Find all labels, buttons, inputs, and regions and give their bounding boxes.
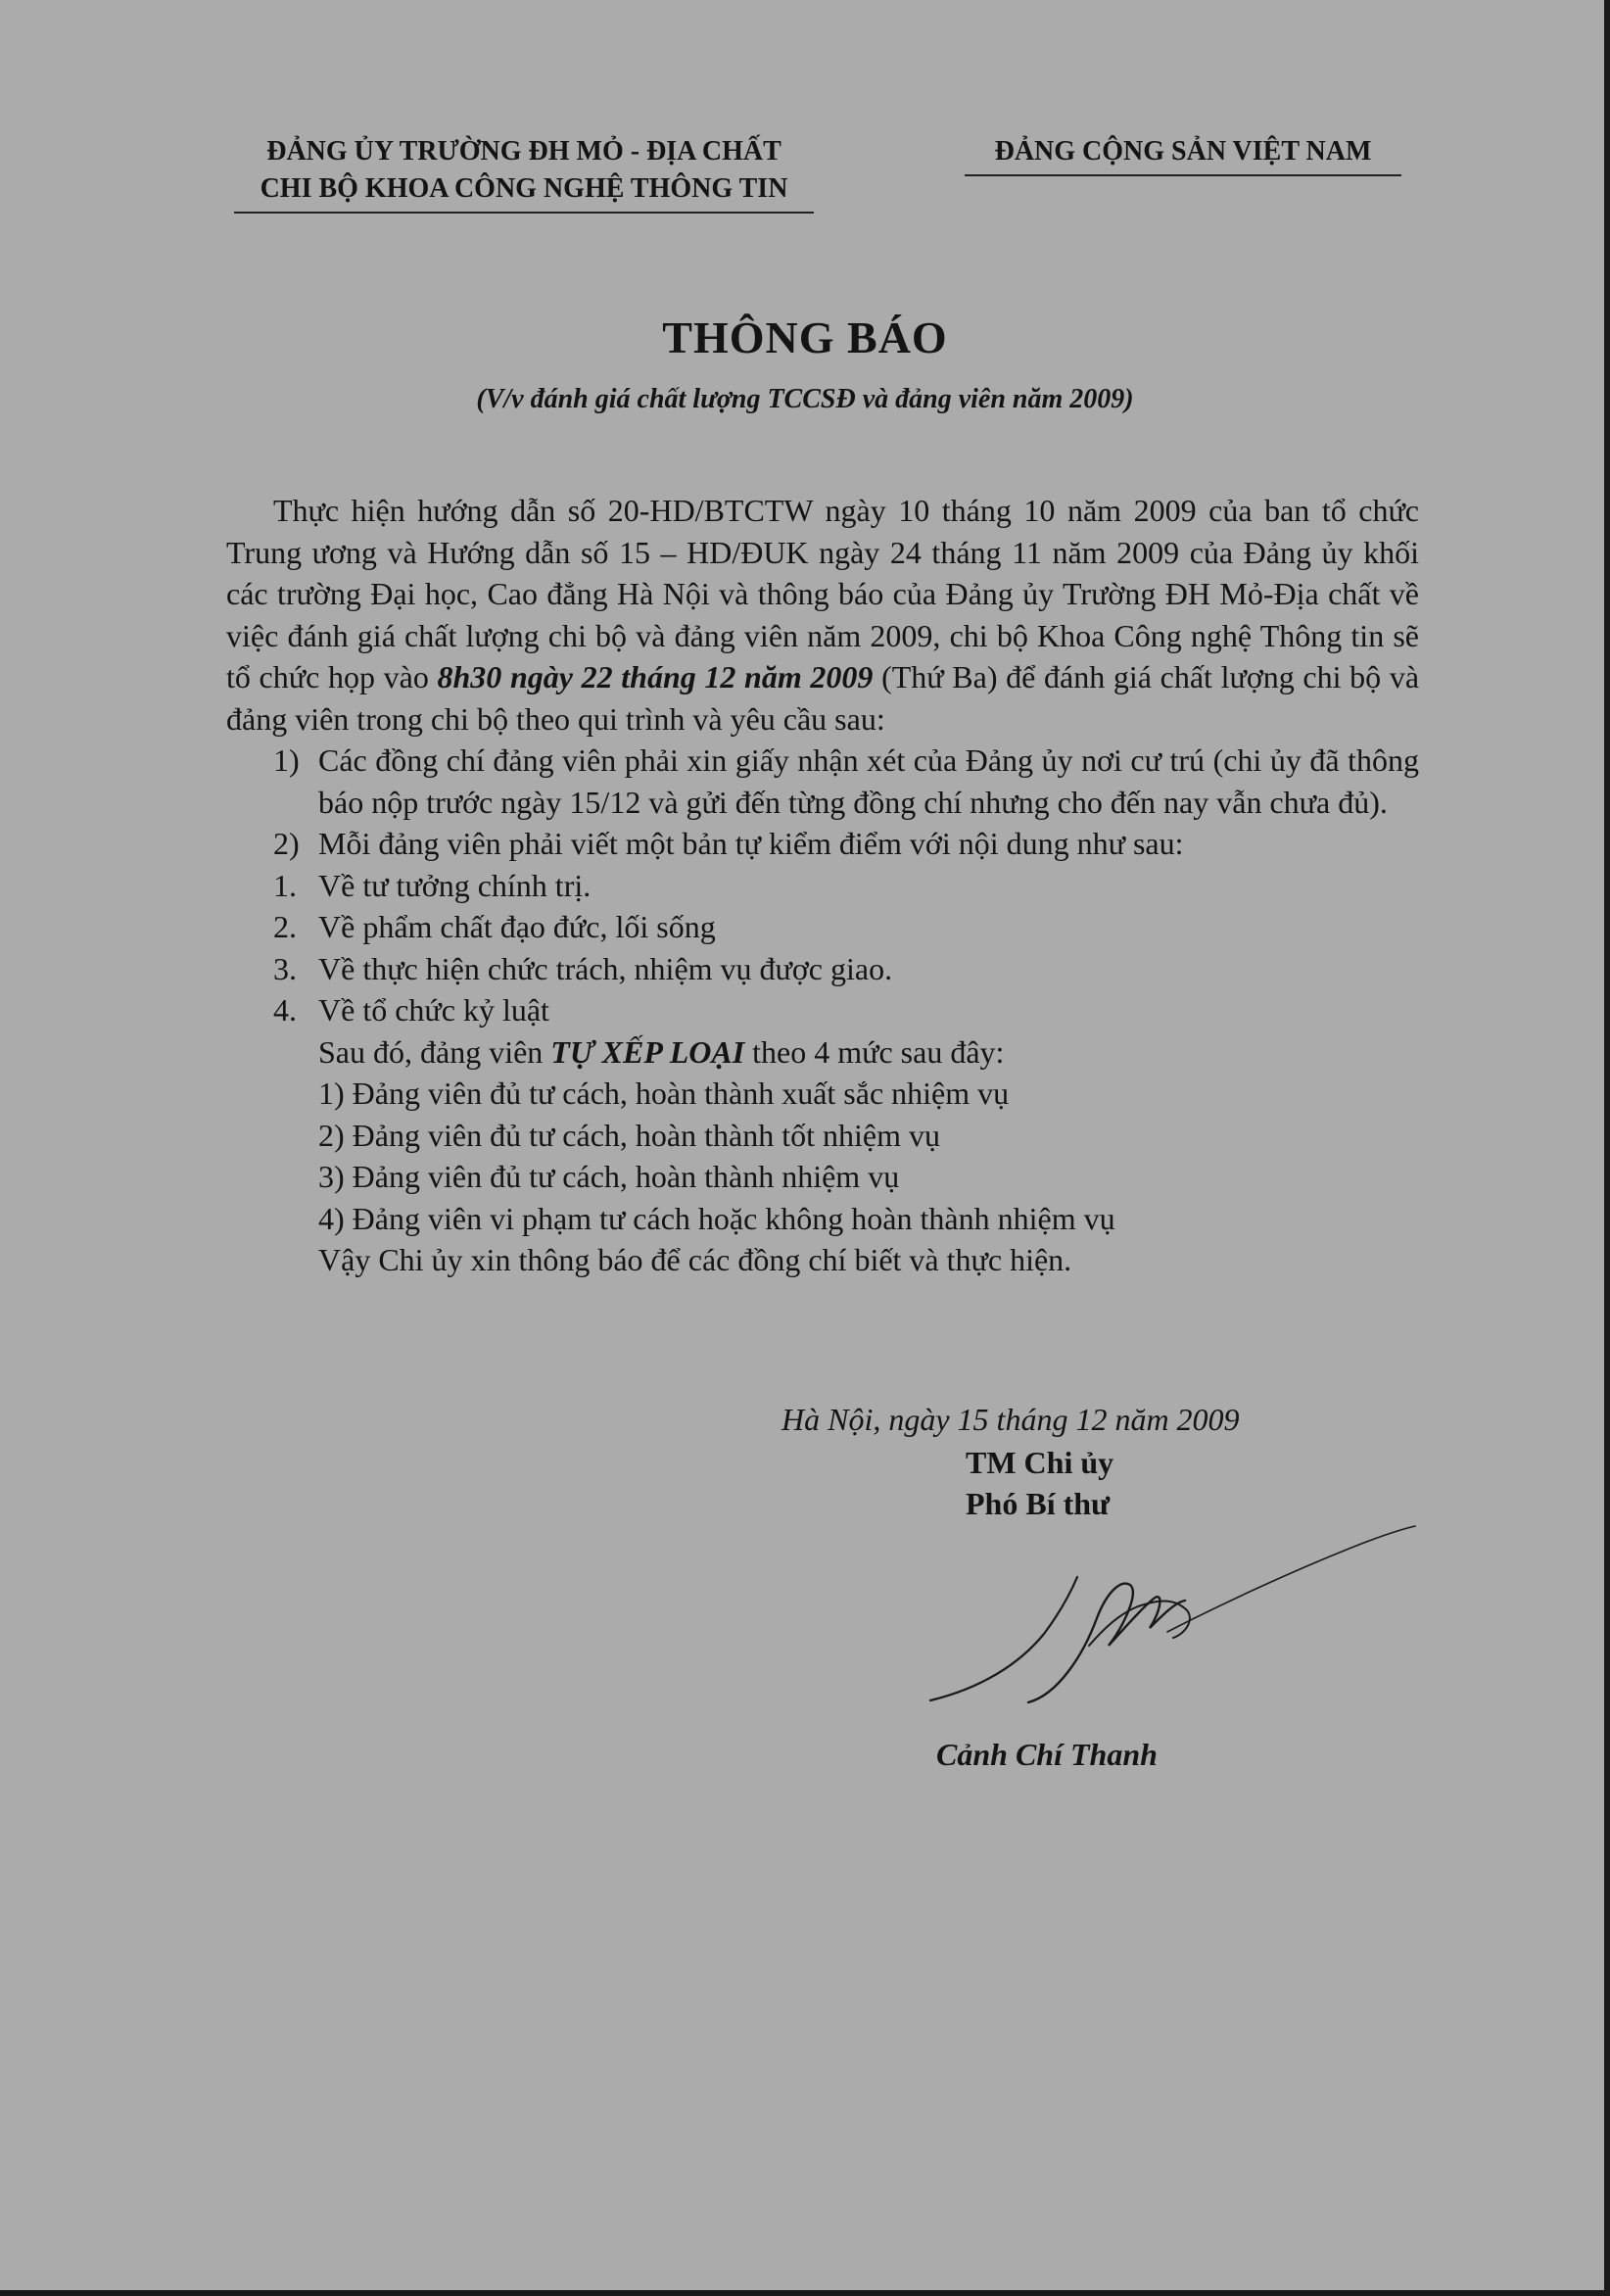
classification-level: 2) Đảng viên đủ tư cách, hoàn thành tốt nhiệm vụ <box>318 1117 940 1153</box>
classification-intro-after: theo 4 mức sau đây: <box>744 1033 1005 1070</box>
self-classification-emphasis: TỰ XẾP LOẠI <box>550 1033 745 1070</box>
content-number: 2. <box>273 909 297 944</box>
content-number: 4. <box>273 992 297 1028</box>
classification-intro-before: Sau đó, đảng viên <box>318 1033 551 1070</box>
content-text: Về tư tưởng chính trị. <box>318 867 592 903</box>
requirement-text: Các đồng chí đảng viên phải xin giấy nhận xét của Đảng ủy nơi cư trú (chi ủy đã thông báo nộp trước ngày 15/12 và gửi đến từng đồng chí nhưng cho đến nay vẫn chưa đủ). <box>318 742 1419 820</box>
issuing-organization-header <box>221 133 827 214</box>
content-item <box>226 906 1419 948</box>
classification-level: 1) Đảng viên đủ tư cách, hoàn thành xuất sắc nhiệm vụ <box>318 1076 1010 1111</box>
classification-level: 3) Đảng viên đủ tư cách, hoàn thành nhiệm vụ <box>318 1159 900 1194</box>
classification-intro <box>318 1031 1419 1074</box>
meeting-time: 8h30 ngày 22 tháng 12 năm 2009 <box>437 659 874 694</box>
content-text: Về phẩm chất đạo đức, lối sống <box>318 909 716 944</box>
requirement-number: 1) <box>273 742 300 778</box>
scan-border-bottom <box>0 2290 1610 2296</box>
requirement-text: Mỗi đảng viên phải viết một bản tự kiểm điểm với nội dung như sau: <box>318 826 1184 861</box>
document-subtitle: (V/v đánh giá chất lượng TCCSĐ và đảng viên năm 2009) <box>476 384 1134 414</box>
scan-border-right <box>1604 0 1610 2296</box>
document-title: THÔNG BÁO <box>662 312 948 362</box>
requirement-item <box>226 740 1419 823</box>
self-review-contents-list <box>226 865 1419 1031</box>
content-text: Về tổ chức kỷ luật <box>318 992 549 1028</box>
content-item <box>226 948 1419 990</box>
party-name: ĐẢNG CỘNG SẢN VIỆT NAM <box>994 136 1372 167</box>
place-and-date: Hà Nội, ngày 15 tháng 12 năm 2009 <box>781 1402 1240 1437</box>
signatory-title: Phó Bí thư <box>966 1486 1111 1521</box>
party-cell-name: CHI BỘ KHOA CÔNG NGHỆ THÔNG TIN <box>260 173 788 204</box>
content-text: Về thực hiện chức trách, nhiệm vụ được giao. <box>318 950 893 986</box>
signatory-capacity: TM Chi ủy <box>966 1445 1114 1480</box>
intro-text-before: Thực hiện hướng dẫn số 20-HD/BTCTW ngày 10 tháng 10 năm 2009 của ban tổ chức Trung ương và Hướng dẫn số 15 – HD/ĐUK ngày 24 tháng 11 năm 2009 của Đảng ủy khối các trường Đại học, Cao đẳng Hà Nội và thông báo của Đảng ủy Trường ĐH Mỏ-Địa chất về việc đánh giá chất lượng chi bộ và đảng viên năm 2009, chi bộ Khoa Công nghệ Thông tin sẽ tổ chức họp vào <box>226 493 1419 694</box>
closing-sentence: Vậy Chi ủy xin thông báo để các đồng chí biết và thực hiện. <box>318 1242 1072 1277</box>
header-right-underline <box>965 174 1401 176</box>
content-item <box>226 989 1419 1031</box>
requirement-number: 2) <box>273 826 300 861</box>
handwritten-signature <box>911 1508 1420 1714</box>
content-number: 3. <box>273 950 297 986</box>
party-name-header <box>960 133 1406 176</box>
content-number: 1. <box>273 867 297 903</box>
signatory-name: Cảnh Chí Thanh <box>936 1737 1158 1772</box>
requirement-item <box>226 823 1419 865</box>
classification-section <box>226 1031 1419 1281</box>
intro-paragraph <box>226 490 1419 740</box>
intro-text-after: (Thứ Ba) để đánh giá chất lượng chi bộ và đảng viên trong chi bộ theo qui trình và yêu cầu sau: <box>226 659 1420 737</box>
header-left-underline <box>234 212 814 214</box>
party-committee-name: ĐẢNG ỦY TRƯỜNG ĐH MỎ - ĐỊA CHẤT <box>266 136 781 167</box>
document-body <box>226 490 1419 1281</box>
classification-level: 4) Đảng viên vi phạm tư cách hoặc không hoàn thành nhiệm vụ <box>318 1200 1115 1236</box>
requirements-list <box>226 740 1419 865</box>
content-item <box>226 865 1419 907</box>
